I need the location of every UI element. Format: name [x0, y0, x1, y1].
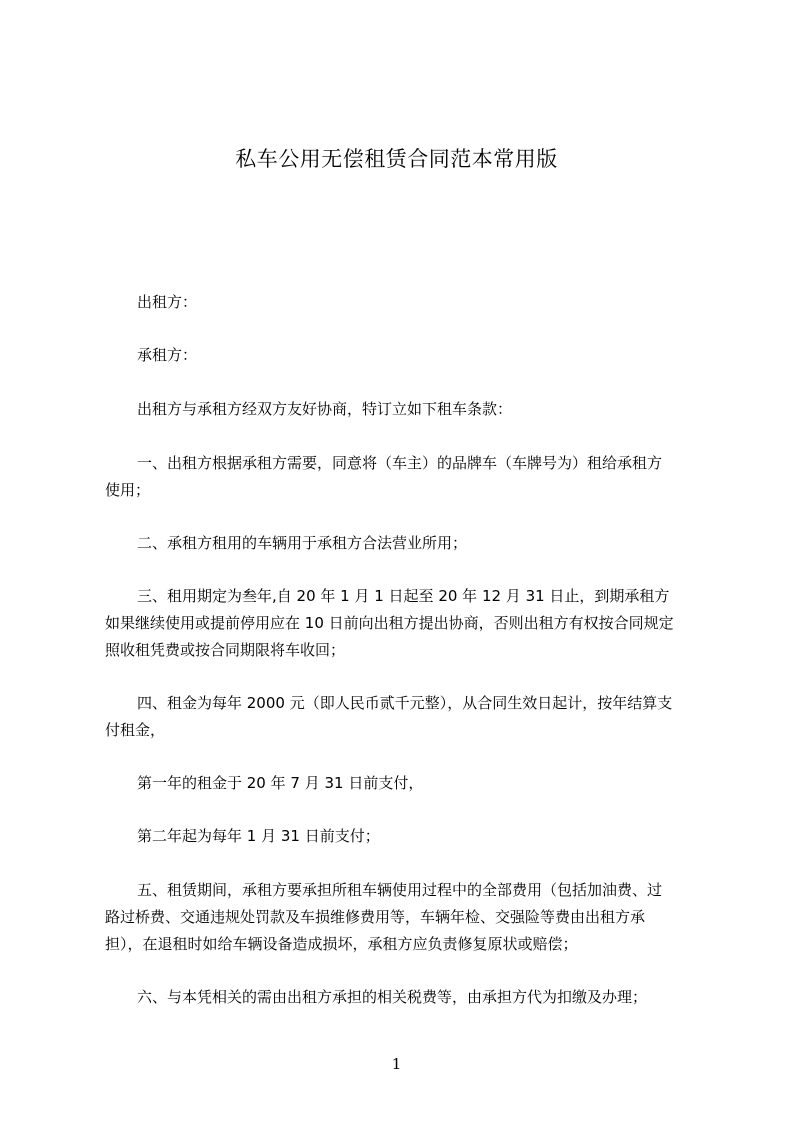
clause-6: 六、与本凭相关的需由出租方承担的相关税费等，由承担方代为扣缴及办理；	[137, 988, 648, 1006]
intro-paragraph: 出租方与承租方经双方友好协商，特订立如下租车条款：	[137, 400, 513, 418]
clause-4-line-2: 付租金，	[105, 721, 166, 739]
clause-5-line-3: 担），在退租时如给车辆设备造成损坏，承租方应负责修复原状或赔偿；	[105, 935, 578, 953]
lessee-label: 承租方：	[137, 346, 198, 364]
document-title: 私车公用无偿租赁合同范本常用版	[235, 147, 558, 171]
page-number: 1	[391, 1055, 402, 1073]
clause-1-line-2: 使用；	[105, 481, 151, 499]
clause-5-line-2: 路过桥费、交通违规处罚款及车损维修费用等，车辆年检、交强险等费由出租方承	[105, 908, 646, 926]
clause-3-line-1: 三、租用期定为叁年,自 20 年 1 月 1 日起至 20 年 12 月 31 日止，到期承租方	[137, 587, 670, 605]
clause-4-line-1: 四、租金为每年 2000 元（即人民币贰千元整），从合同生效日起计，按年结算支	[137, 694, 673, 712]
payment-subsequent-years: 第二年起为每年 1 月 31 日前支付；	[137, 827, 380, 845]
clause-3-line-2: 如果继续使用或提前停用应在 10 日前向出租方提出协商，否则出租方有权按合同规定	[105, 614, 674, 632]
lessor-label: 出租方：	[137, 293, 198, 311]
clause-1-line-1: 一、出租方根据承租方需要，同意将（车主）的品牌车（车牌号为）租给承租方	[137, 454, 663, 472]
payment-first-year: 第一年的租金于 20 年 7 月 31 日前支付，	[137, 774, 424, 792]
clause-3-line-3: 照收租凭费或按合同期限将车收回；	[105, 641, 346, 659]
clause-5-line-1: 五、租赁期间，承租方要承担所租车辆使用过程中的全部费用（包括加油费、过	[137, 881, 663, 899]
clause-2: 二、承租方租用的车辆用于承租方合法营业所用；	[137, 534, 468, 552]
